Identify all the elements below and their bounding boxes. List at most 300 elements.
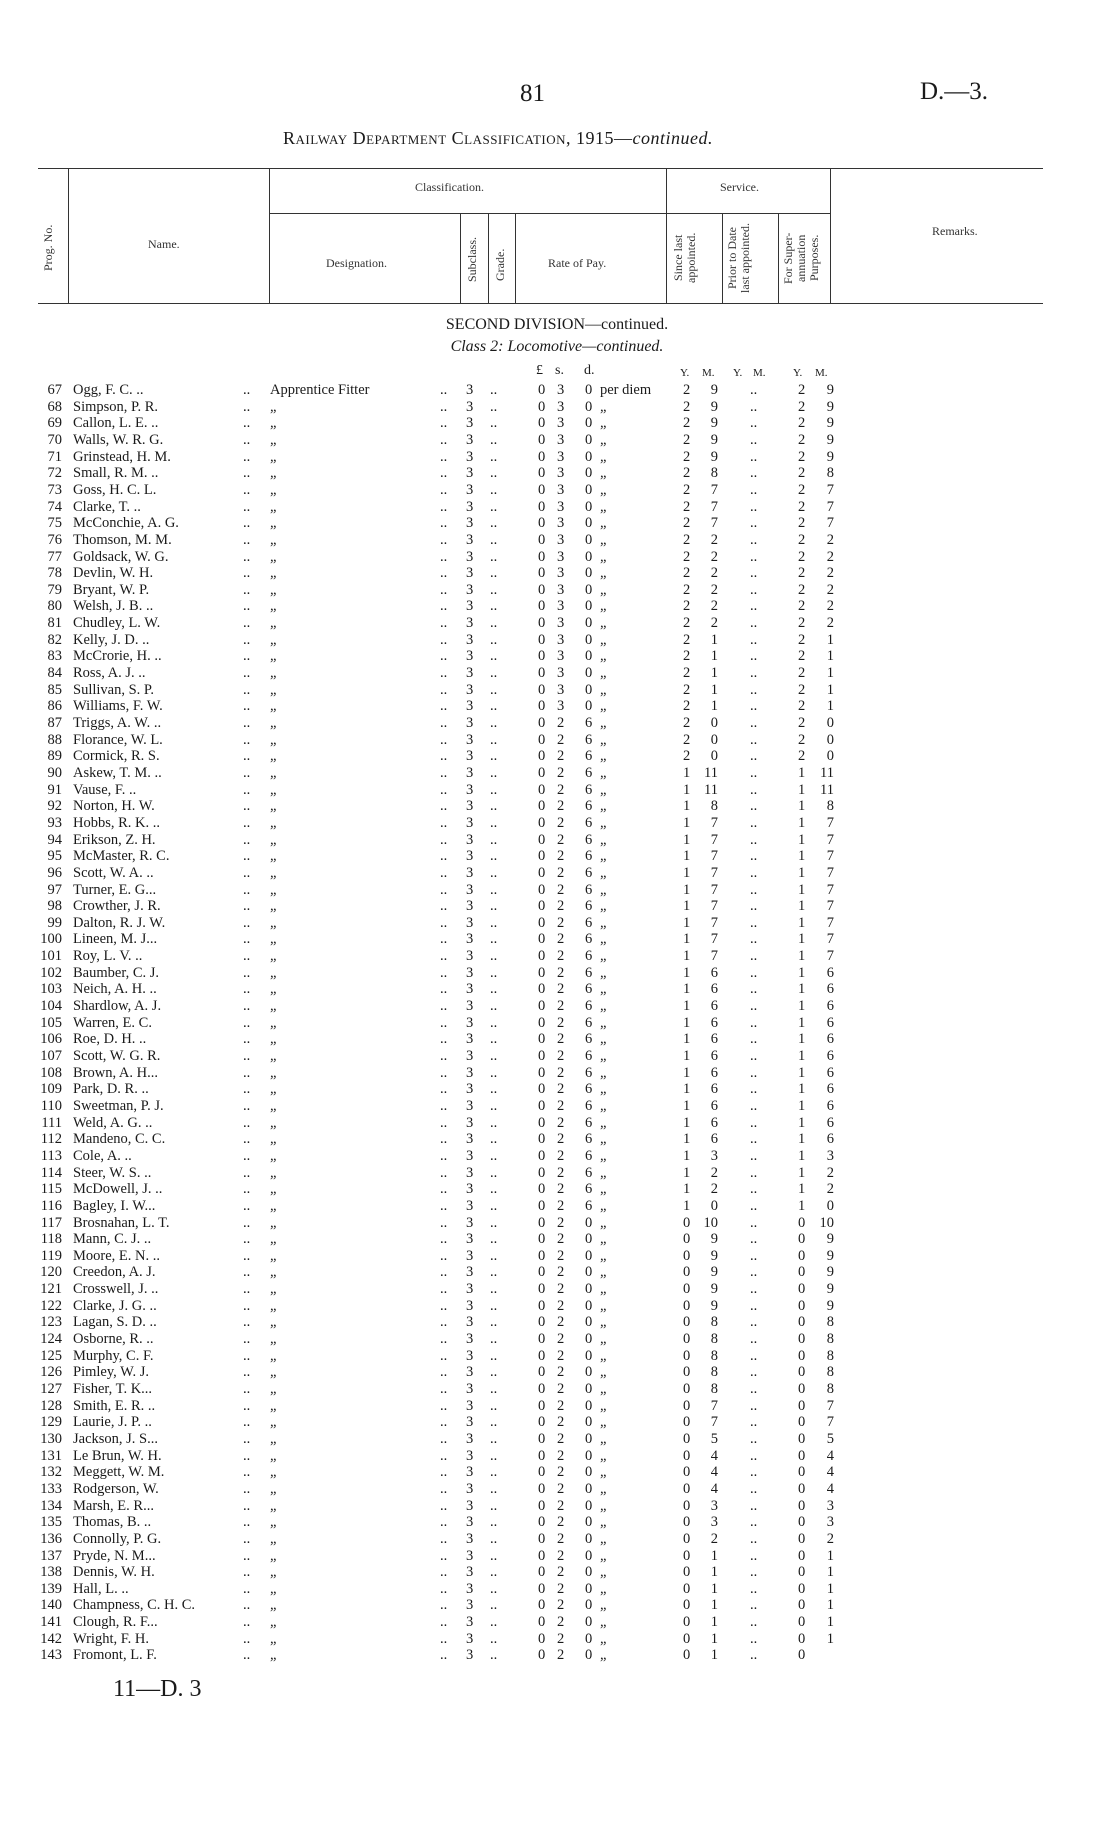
row-pence: 6 bbox=[585, 1164, 593, 1181]
row-since-years: 1 bbox=[683, 798, 691, 815]
row-since-months: 0 bbox=[710, 1197, 718, 1214]
row-name: Creedon, A. J. bbox=[73, 1264, 156, 1281]
row-name: Crowther, J. R. bbox=[73, 898, 161, 915]
row-pounds: 0 bbox=[538, 981, 546, 998]
row-subclass: 3 bbox=[466, 948, 474, 965]
row-pounds: 0 bbox=[538, 864, 546, 881]
leader-dots: .. bbox=[440, 1297, 448, 1314]
row-designation: „ bbox=[270, 1097, 277, 1114]
leader-dots: .. bbox=[440, 1147, 448, 1164]
leader-dots: .. bbox=[440, 498, 448, 515]
row-since-years: 0 bbox=[683, 1347, 691, 1364]
row-designation: „ bbox=[270, 931, 277, 948]
row-subclass: 3 bbox=[466, 914, 474, 931]
leader-dots: .. bbox=[243, 1447, 251, 1464]
row-super-months: 4 bbox=[826, 1447, 834, 1464]
table-row bbox=[0, 582, 1114, 599]
row-subclass: 3 bbox=[466, 665, 474, 682]
row-number: 90 bbox=[47, 764, 62, 781]
leader-dots: .. bbox=[490, 1480, 498, 1497]
row-number: 119 bbox=[40, 1247, 62, 1264]
row-subclass: 3 bbox=[466, 681, 474, 698]
col-divider bbox=[830, 168, 831, 304]
row-pounds: 0 bbox=[538, 382, 546, 398]
row-super-months: 1 bbox=[826, 1630, 834, 1647]
row-since-years: 1 bbox=[683, 864, 691, 881]
row-subclass: 3 bbox=[466, 631, 474, 648]
row-since-years: 2 bbox=[683, 598, 691, 615]
table-row bbox=[0, 782, 1114, 799]
row-pounds: 0 bbox=[538, 415, 546, 432]
leader-dots: .. bbox=[490, 448, 498, 465]
row-shillings: 3 bbox=[557, 431, 565, 448]
row-number: 128 bbox=[40, 1397, 62, 1414]
row-super-months: 7 bbox=[826, 1397, 834, 1414]
leader-dots: .. bbox=[490, 1114, 498, 1131]
row-shillings: 2 bbox=[557, 1480, 565, 1497]
row-pence: 0 bbox=[585, 1447, 593, 1464]
row-since-years: 1 bbox=[683, 981, 691, 998]
row-designation: „ bbox=[270, 1647, 277, 1664]
leader-dots: .. bbox=[490, 1414, 498, 1431]
row-subclass: 3 bbox=[466, 498, 474, 515]
row-number: 143 bbox=[40, 1647, 62, 1664]
row-pounds: 0 bbox=[538, 531, 546, 548]
table-row bbox=[0, 1215, 1114, 1232]
row-name: Pimley, W. J. bbox=[73, 1364, 150, 1381]
row-super-months: 7 bbox=[826, 864, 834, 881]
leader-dots: .. bbox=[750, 881, 758, 898]
leader-dots: .. bbox=[490, 1048, 498, 1064]
units-pence: d. bbox=[584, 363, 595, 378]
leader-dots: .. bbox=[750, 481, 758, 498]
row-pay-unit: „ bbox=[600, 581, 607, 598]
row-since-years: 1 bbox=[683, 1081, 691, 1098]
leader-dots: .. bbox=[490, 964, 498, 981]
row-pounds: 0 bbox=[538, 448, 546, 465]
leader-dots: .. bbox=[243, 814, 251, 831]
leader-dots: .. bbox=[243, 565, 251, 582]
row-super-months: 5 bbox=[826, 1430, 834, 1447]
row-pounds: 0 bbox=[538, 1031, 546, 1048]
row-name: Dennis, W. H. bbox=[73, 1564, 155, 1581]
row-number: 79 bbox=[47, 581, 62, 598]
leader-dots: .. bbox=[243, 1131, 251, 1148]
row-super-months: 2 bbox=[826, 548, 834, 565]
leader-dots: .. bbox=[750, 898, 758, 915]
row-since-years: 1 bbox=[683, 914, 691, 931]
table-row bbox=[0, 1631, 1114, 1648]
row-pay-unit: „ bbox=[600, 1164, 607, 1181]
row-number: 75 bbox=[47, 515, 62, 532]
row-pay-unit: „ bbox=[600, 1297, 607, 1314]
row-subclass: 3 bbox=[466, 798, 474, 815]
row-designation: „ bbox=[270, 1497, 277, 1514]
row-pay-unit: „ bbox=[600, 1048, 607, 1064]
row-pence: 0 bbox=[585, 398, 593, 415]
leader-dots: .. bbox=[490, 398, 498, 415]
row-since-months: 4 bbox=[710, 1447, 718, 1464]
table-row bbox=[0, 815, 1114, 832]
row-super-months: 4 bbox=[826, 1480, 834, 1497]
row-shillings: 2 bbox=[557, 1014, 565, 1031]
leader-dots: .. bbox=[490, 1381, 498, 1397]
row-subclass: 3 bbox=[466, 615, 474, 632]
row-pay-unit: „ bbox=[600, 914, 607, 931]
row-super-months: 1 bbox=[826, 1564, 834, 1581]
leader-dots: .. bbox=[490, 1614, 498, 1631]
leader-dots: .. bbox=[243, 681, 251, 698]
leader-dots: .. bbox=[440, 1231, 448, 1248]
leader-dots: .. bbox=[243, 1147, 251, 1164]
row-name: Hobbs, R. K. .. bbox=[73, 814, 161, 831]
row-pay-unit: „ bbox=[600, 1647, 607, 1664]
table-row bbox=[0, 1015, 1114, 1032]
leader-dots: .. bbox=[490, 465, 498, 482]
header-since-last: Since last appointed. bbox=[671, 232, 698, 284]
row-number: 72 bbox=[47, 465, 62, 482]
row-subclass: 3 bbox=[466, 1514, 474, 1531]
header-classification: Classification. bbox=[415, 180, 484, 194]
row-since-years: 1 bbox=[683, 948, 691, 965]
row-pence: 0 bbox=[585, 498, 593, 515]
leader-dots: .. bbox=[440, 531, 448, 548]
row-subclass: 3 bbox=[466, 1214, 474, 1231]
row-super-months: 1 bbox=[826, 1614, 834, 1631]
row-pence: 0 bbox=[585, 1414, 593, 1431]
leader-dots: .. bbox=[750, 731, 758, 748]
leader-dots: .. bbox=[490, 881, 498, 898]
leader-dots: .. bbox=[490, 1564, 498, 1581]
row-pay-unit: „ bbox=[600, 1147, 607, 1164]
leader-dots: .. bbox=[490, 914, 498, 931]
row-pay-unit: „ bbox=[600, 1181, 607, 1198]
row-shillings: 2 bbox=[557, 881, 565, 898]
leader-dots: .. bbox=[750, 831, 758, 848]
row-number: 104 bbox=[40, 998, 62, 1015]
row-designation: „ bbox=[270, 1081, 277, 1098]
row-super-months: 2 bbox=[826, 565, 834, 582]
row-subclass: 3 bbox=[466, 1014, 474, 1031]
leader-dots: .. bbox=[440, 465, 448, 482]
row-shillings: 2 bbox=[557, 1514, 565, 1531]
row-super-years: 2 bbox=[798, 548, 806, 565]
row-pay-unit: „ bbox=[600, 681, 607, 698]
row-since-months: 6 bbox=[710, 1097, 718, 1114]
row-subclass: 3 bbox=[466, 1397, 474, 1414]
leader-dots: .. bbox=[243, 964, 251, 981]
leader-dots: .. bbox=[750, 1630, 758, 1647]
leader-dots: .. bbox=[490, 1131, 498, 1148]
row-pounds: 0 bbox=[538, 1314, 546, 1331]
row-super-months: 6 bbox=[826, 1031, 834, 1048]
row-designation: „ bbox=[270, 898, 277, 915]
row-number: 110 bbox=[40, 1097, 62, 1114]
row-pounds: 0 bbox=[538, 615, 546, 632]
row-number: 69 bbox=[47, 415, 62, 432]
row-number: 116 bbox=[40, 1197, 62, 1214]
row-pounds: 0 bbox=[538, 764, 546, 781]
row-since-months: 7 bbox=[710, 515, 718, 532]
row-pence: 0 bbox=[585, 1514, 593, 1531]
header-service: Service. bbox=[720, 180, 759, 194]
leader-dots: .. bbox=[490, 814, 498, 831]
row-number: 83 bbox=[47, 648, 62, 665]
row-pay-unit: „ bbox=[600, 1597, 607, 1614]
row-pounds: 0 bbox=[538, 1514, 546, 1531]
row-subclass: 3 bbox=[466, 1464, 474, 1481]
row-pence: 0 bbox=[585, 415, 593, 432]
row-number: 107 bbox=[40, 1048, 62, 1064]
row-subclass: 3 bbox=[466, 1031, 474, 1048]
leader-dots: .. bbox=[440, 731, 448, 748]
row-name: Laurie, J. P. .. bbox=[73, 1414, 152, 1431]
row-subclass: 3 bbox=[466, 1264, 474, 1281]
row-super-years: 2 bbox=[798, 382, 806, 398]
row-name: Champness, C. H. C. bbox=[73, 1597, 196, 1614]
row-super-years: 0 bbox=[798, 1480, 806, 1497]
row-pence: 0 bbox=[585, 431, 593, 448]
row-designation: „ bbox=[270, 431, 277, 448]
row-pounds: 0 bbox=[538, 1430, 546, 1447]
row-pay-unit: „ bbox=[600, 964, 607, 981]
row-subclass: 3 bbox=[466, 981, 474, 998]
row-designation: „ bbox=[270, 798, 277, 815]
row-name: Walls, W. R. G. bbox=[73, 431, 164, 448]
row-since-months: 7 bbox=[710, 881, 718, 898]
row-since-years: 1 bbox=[683, 898, 691, 915]
table-row bbox=[0, 1581, 1114, 1598]
row-name: Lagan, S. D. .. bbox=[73, 1314, 157, 1331]
row-since-years: 0 bbox=[683, 1314, 691, 1331]
leader-dots: .. bbox=[440, 1214, 448, 1231]
row-since-years: 1 bbox=[683, 1048, 691, 1064]
row-subclass: 3 bbox=[466, 431, 474, 448]
row-pay-unit: „ bbox=[600, 1381, 607, 1397]
row-designation: „ bbox=[270, 1197, 277, 1214]
leader-dots: .. bbox=[440, 948, 448, 965]
row-super-months: 3 bbox=[826, 1514, 834, 1531]
row-designation: „ bbox=[270, 1064, 277, 1081]
leader-dots: .. bbox=[490, 1347, 498, 1364]
row-name: Cole, A. .. bbox=[73, 1147, 132, 1164]
row-super-years: 2 bbox=[798, 715, 806, 731]
row-designation: „ bbox=[270, 1181, 277, 1198]
row-subclass: 3 bbox=[466, 598, 474, 615]
row-designation: „ bbox=[270, 1214, 277, 1231]
leader-dots: .. bbox=[243, 1247, 251, 1264]
row-subclass: 3 bbox=[466, 465, 474, 482]
row-since-years: 0 bbox=[683, 1630, 691, 1647]
leader-dots: .. bbox=[243, 1114, 251, 1131]
row-shillings: 3 bbox=[557, 665, 565, 682]
row-shillings: 3 bbox=[557, 565, 565, 582]
leader-dots: .. bbox=[490, 798, 498, 815]
row-since-months: 9 bbox=[710, 415, 718, 432]
row-name: Thomson, M. M. bbox=[73, 531, 172, 548]
leader-dots: .. bbox=[750, 665, 758, 682]
row-shillings: 2 bbox=[557, 1231, 565, 1248]
row-number: 117 bbox=[40, 1214, 62, 1231]
leader-dots: .. bbox=[243, 1347, 251, 1364]
row-pay-unit: „ bbox=[600, 1614, 607, 1631]
row-designation: „ bbox=[270, 1264, 277, 1281]
row-shillings: 2 bbox=[557, 1381, 565, 1397]
row-number: 94 bbox=[47, 831, 62, 848]
row-super-months: 8 bbox=[826, 465, 834, 482]
row-pence: 0 bbox=[585, 631, 593, 648]
row-pounds: 0 bbox=[538, 1480, 546, 1497]
row-shillings: 2 bbox=[557, 1114, 565, 1131]
row-pence: 0 bbox=[585, 1480, 593, 1497]
row-subclass: 3 bbox=[466, 1530, 474, 1547]
row-designation: „ bbox=[270, 1014, 277, 1031]
row-pounds: 0 bbox=[538, 1397, 546, 1414]
row-since-months: 6 bbox=[710, 1131, 718, 1148]
table-row bbox=[0, 1314, 1114, 1331]
row-name: Thomas, B. .. bbox=[73, 1514, 152, 1531]
header-rate-of-pay: Rate of Pay. bbox=[548, 256, 607, 270]
row-designation: „ bbox=[270, 1331, 277, 1348]
row-pounds: 0 bbox=[538, 1114, 546, 1131]
row-shillings: 2 bbox=[557, 764, 565, 781]
row-since-months: 1 bbox=[710, 1547, 718, 1564]
row-shillings: 3 bbox=[557, 465, 565, 482]
leader-dots: .. bbox=[490, 1364, 498, 1381]
row-shillings: 2 bbox=[557, 781, 565, 798]
leader-dots: .. bbox=[440, 1614, 448, 1631]
row-pence: 6 bbox=[585, 948, 593, 965]
leader-dots: .. bbox=[490, 498, 498, 515]
row-subclass: 3 bbox=[466, 1347, 474, 1364]
row-since-months: 1 bbox=[710, 1647, 718, 1664]
leader-dots: .. bbox=[750, 1564, 758, 1581]
row-name: Baumber, C. J. bbox=[73, 964, 160, 981]
header-top-rule bbox=[38, 168, 1043, 169]
row-shillings: 2 bbox=[557, 1048, 565, 1064]
row-pence: 0 bbox=[585, 1614, 593, 1631]
row-shillings: 2 bbox=[557, 914, 565, 931]
row-pounds: 0 bbox=[538, 1214, 546, 1231]
row-designation: „ bbox=[270, 498, 277, 515]
leader-dots: .. bbox=[243, 1197, 251, 1214]
row-subclass: 3 bbox=[466, 748, 474, 765]
leader-dots: .. bbox=[243, 1564, 251, 1581]
row-pence: 0 bbox=[585, 465, 593, 482]
row-since-years: 0 bbox=[683, 1614, 691, 1631]
leader-dots: .. bbox=[750, 1081, 758, 1098]
row-super-years: 2 bbox=[798, 665, 806, 682]
table-row bbox=[0, 1031, 1114, 1048]
row-since-years: 0 bbox=[683, 1447, 691, 1464]
row-since-years: 1 bbox=[683, 1131, 691, 1148]
row-designation: „ bbox=[270, 1447, 277, 1464]
row-pay-unit: „ bbox=[600, 565, 607, 582]
row-designation: „ bbox=[270, 981, 277, 998]
row-name: Roy, L. V. .. bbox=[73, 948, 143, 965]
row-shillings: 2 bbox=[557, 981, 565, 998]
row-since-months: 6 bbox=[710, 998, 718, 1015]
row-subclass: 3 bbox=[466, 864, 474, 881]
title-main: Railway Department Classification, 1915— bbox=[283, 128, 633, 148]
row-name: Shardlow, A. J. bbox=[73, 998, 162, 1015]
row-since-years: 2 bbox=[683, 481, 691, 498]
row-number: 131 bbox=[40, 1447, 62, 1464]
row-pence: 6 bbox=[585, 1181, 593, 1198]
row-number: 97 bbox=[47, 881, 62, 898]
row-pay-unit: „ bbox=[600, 448, 607, 465]
leader-dots: .. bbox=[440, 1048, 448, 1064]
row-name: Kelly, J. D. .. bbox=[73, 631, 150, 648]
row-number: 67 bbox=[47, 382, 62, 398]
row-since-months: 7 bbox=[710, 898, 718, 915]
row-designation: „ bbox=[270, 1164, 277, 1181]
row-pence: 6 bbox=[585, 1014, 593, 1031]
row-name: Neich, A. H. .. bbox=[73, 981, 157, 998]
leader-dots: .. bbox=[490, 848, 498, 865]
leader-dots: .. bbox=[440, 1031, 448, 1048]
row-since-years: 1 bbox=[683, 1181, 691, 1198]
row-name: Wright, F. H. bbox=[73, 1630, 149, 1647]
table-row bbox=[0, 882, 1114, 899]
table-row bbox=[0, 798, 1114, 815]
row-number: 136 bbox=[40, 1530, 62, 1547]
row-pounds: 0 bbox=[538, 1147, 546, 1164]
row-number: 133 bbox=[40, 1480, 62, 1497]
row-number: 100 bbox=[40, 931, 62, 948]
table-row bbox=[0, 465, 1114, 482]
row-subclass: 3 bbox=[466, 764, 474, 781]
leader-dots: .. bbox=[243, 665, 251, 682]
row-shillings: 2 bbox=[557, 1214, 565, 1231]
row-name: Sullivan, S. P. bbox=[73, 681, 154, 698]
row-pence: 0 bbox=[585, 1647, 593, 1664]
row-super-months: 6 bbox=[826, 1114, 834, 1131]
row-pay-unit: „ bbox=[600, 848, 607, 865]
row-super-months: 8 bbox=[826, 1347, 834, 1364]
row-subclass: 3 bbox=[466, 1414, 474, 1431]
leader-dots: .. bbox=[490, 1014, 498, 1031]
row-name: Connolly, P. G. bbox=[73, 1530, 162, 1547]
leader-dots: .. bbox=[490, 1530, 498, 1547]
row-pence: 6 bbox=[585, 881, 593, 898]
row-pence: 6 bbox=[585, 764, 593, 781]
row-super-years: 1 bbox=[798, 1014, 806, 1031]
row-shillings: 2 bbox=[557, 1614, 565, 1631]
table-row bbox=[0, 1165, 1114, 1182]
row-pay-unit: „ bbox=[600, 1314, 607, 1331]
row-pence: 0 bbox=[585, 615, 593, 632]
row-subclass: 3 bbox=[466, 1081, 474, 1098]
row-pounds: 0 bbox=[538, 1014, 546, 1031]
col-divider bbox=[515, 213, 516, 304]
row-name: Hall, L. .. bbox=[73, 1580, 129, 1597]
leader-dots: .. bbox=[750, 1464, 758, 1481]
row-name: Dalton, R. J. W. bbox=[73, 914, 166, 931]
leader-dots: .. bbox=[243, 1647, 251, 1664]
row-designation: „ bbox=[270, 1630, 277, 1647]
row-since-years: 1 bbox=[683, 998, 691, 1015]
row-super-years: 2 bbox=[798, 698, 806, 715]
row-subclass: 3 bbox=[466, 1297, 474, 1314]
row-name: Grinstead, H. M. bbox=[73, 448, 171, 465]
row-since-months: 7 bbox=[710, 864, 718, 881]
leader-dots: .. bbox=[440, 831, 448, 848]
leader-dots: .. bbox=[243, 1547, 251, 1564]
row-pence: 6 bbox=[585, 864, 593, 881]
leader-dots: .. bbox=[490, 1630, 498, 1647]
row-pounds: 0 bbox=[538, 465, 546, 482]
